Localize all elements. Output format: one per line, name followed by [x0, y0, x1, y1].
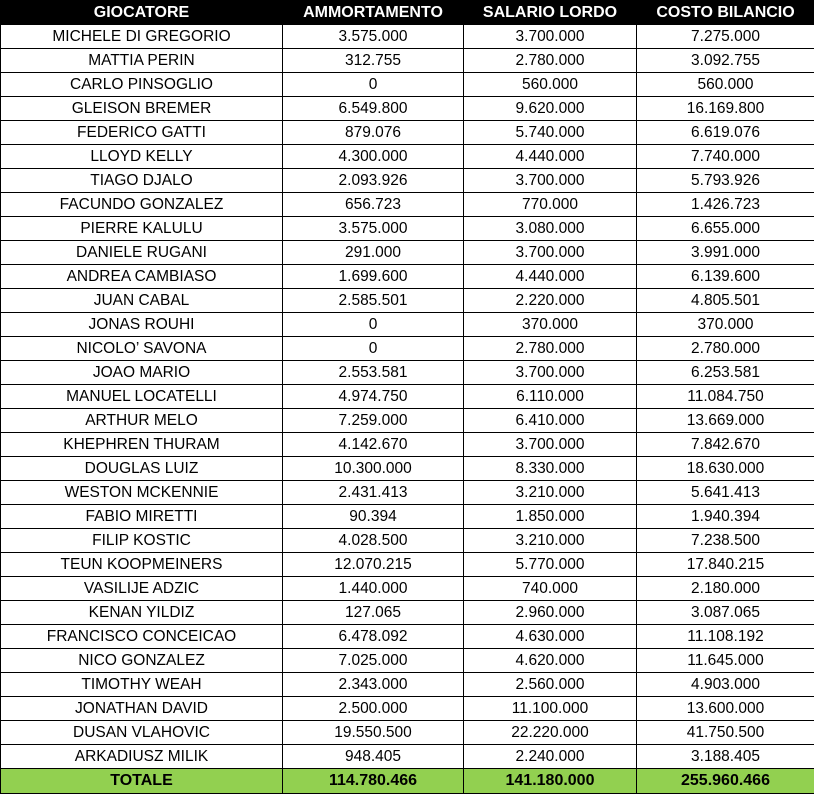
- cell-salario-lordo: 9.620.000: [464, 97, 637, 121]
- cell-giocatore: JONAS ROUHI: [1, 313, 283, 337]
- header-giocatore: GIOCATORE: [1, 1, 283, 25]
- cell-salario-lordo: 3.700.000: [464, 433, 637, 457]
- cell-salario-lordo: 3.700.000: [464, 241, 637, 265]
- cell-costo-bilancio: 5.793.926: [637, 169, 814, 193]
- cell-giocatore: FEDERICO GATTI: [1, 121, 283, 145]
- cell-costo-bilancio: 3.087.065: [637, 601, 814, 625]
- cell-ammortamento: 2.585.501: [283, 289, 464, 313]
- cell-costo-bilancio: 7.238.500: [637, 529, 814, 553]
- cell-giocatore: FACUNDO GONZALEZ: [1, 193, 283, 217]
- cell-ammortamento: 879.076: [283, 121, 464, 145]
- header-ammortamento: AMMORTAMENTO: [283, 1, 464, 25]
- cell-costo-bilancio: 2.180.000: [637, 577, 814, 601]
- cell-giocatore: TEUN KOOPMEINERS: [1, 553, 283, 577]
- cell-costo-bilancio: 16.169.800: [637, 97, 814, 121]
- cell-costo-bilancio: 560.000: [637, 73, 814, 97]
- table-row: [1, 49, 814, 73]
- table-row: [1, 169, 814, 193]
- cell-salario-lordo: 6.110.000: [464, 385, 637, 409]
- cell-giocatore: MANUEL LOCATELLI: [1, 385, 283, 409]
- cell-salario-lordo: 4.630.000: [464, 625, 637, 649]
- cell-salario-lordo: 22.220.000: [464, 721, 637, 745]
- table-row: [1, 265, 814, 289]
- table-row: [1, 625, 814, 649]
- cell-giocatore: JONATHAN DAVID: [1, 697, 283, 721]
- cell-salario-lordo: 370.000: [464, 313, 637, 337]
- table-row: [1, 337, 814, 361]
- total-label: TOTALE: [1, 769, 283, 794]
- cell-giocatore: KHEPHREN THURAM: [1, 433, 283, 457]
- cell-salario-lordo: 560.000: [464, 73, 637, 97]
- table-row: [1, 577, 814, 601]
- cell-ammortamento: 291.000: [283, 241, 464, 265]
- table-row: [1, 745, 814, 769]
- cell-giocatore: CARLO PINSOGLIO: [1, 73, 283, 97]
- header-costo-bilancio: COSTO BILANCIO: [637, 1, 814, 25]
- table-row: [1, 601, 814, 625]
- cell-costo-bilancio: 7.740.000: [637, 145, 814, 169]
- header-salario-lordo: SALARIO LORDO: [464, 1, 637, 25]
- cell-costo-bilancio: 6.139.600: [637, 265, 814, 289]
- cell-giocatore: JOAO MARIO: [1, 361, 283, 385]
- cell-ammortamento: 6.478.092: [283, 625, 464, 649]
- cell-giocatore: NICO GONZALEZ: [1, 649, 283, 673]
- cell-costo-bilancio: 4.805.501: [637, 289, 814, 313]
- cell-costo-bilancio: 7.842.670: [637, 433, 814, 457]
- cell-ammortamento: 2.431.413: [283, 481, 464, 505]
- cell-ammortamento: 4.300.000: [283, 145, 464, 169]
- cell-ammortamento: 7.025.000: [283, 649, 464, 673]
- cell-salario-lordo: 3.700.000: [464, 169, 637, 193]
- cell-costo-bilancio: 6.253.581: [637, 361, 814, 385]
- cell-salario-lordo: 3.080.000: [464, 217, 637, 241]
- cell-costo-bilancio: 11.108.192: [637, 625, 814, 649]
- cell-ammortamento: 10.300.000: [283, 457, 464, 481]
- cell-giocatore: FILIP KOSTIC: [1, 529, 283, 553]
- cell-salario-lordo: 2.780.000: [464, 337, 637, 361]
- table-row: [1, 481, 814, 505]
- cell-salario-lordo: 3.210.000: [464, 481, 637, 505]
- cell-giocatore: WESTON MCKENNIE: [1, 481, 283, 505]
- cell-giocatore: FRANCISCO CONCEICAO: [1, 625, 283, 649]
- table-row: [1, 241, 814, 265]
- cell-ammortamento: 2.343.000: [283, 673, 464, 697]
- cell-costo-bilancio: 17.840.215: [637, 553, 814, 577]
- cell-giocatore: VASILIJE ADZIC: [1, 577, 283, 601]
- cell-ammortamento: 0: [283, 73, 464, 97]
- cell-costo-bilancio: 3.188.405: [637, 745, 814, 769]
- total-costo-bilancio: 255.960.466: [637, 769, 814, 794]
- cell-costo-bilancio: 7.275.000: [637, 25, 814, 49]
- cell-giocatore: KENAN YILDIZ: [1, 601, 283, 625]
- cell-costo-bilancio: 11.645.000: [637, 649, 814, 673]
- table-row: [1, 697, 814, 721]
- table-row: [1, 409, 814, 433]
- cell-giocatore: TIMOTHY WEAH: [1, 673, 283, 697]
- cell-salario-lordo: 6.410.000: [464, 409, 637, 433]
- cell-ammortamento: 4.974.750: [283, 385, 464, 409]
- cell-giocatore: DUSAN VLAHOVIC: [1, 721, 283, 745]
- cell-salario-lordo: 8.330.000: [464, 457, 637, 481]
- cell-ammortamento: 1.699.600: [283, 265, 464, 289]
- table-row: [1, 673, 814, 697]
- cell-ammortamento: 2.093.926: [283, 169, 464, 193]
- cell-salario-lordo: 740.000: [464, 577, 637, 601]
- cell-salario-lordo: 3.210.000: [464, 529, 637, 553]
- cell-salario-lordo: 11.100.000: [464, 697, 637, 721]
- cell-giocatore: MICHELE DI GREGORIO: [1, 25, 283, 49]
- cell-ammortamento: 4.142.670: [283, 433, 464, 457]
- cell-giocatore: PIERRE KALULU: [1, 217, 283, 241]
- cell-costo-bilancio: 13.600.000: [637, 697, 814, 721]
- table-row: [1, 385, 814, 409]
- table-row: [1, 313, 814, 337]
- cell-salario-lordo: 1.850.000: [464, 505, 637, 529]
- cell-ammortamento: 3.575.000: [283, 217, 464, 241]
- cell-salario-lordo: 2.780.000: [464, 49, 637, 73]
- cell-ammortamento: 656.723: [283, 193, 464, 217]
- cell-ammortamento: 90.394: [283, 505, 464, 529]
- cell-costo-bilancio: 370.000: [637, 313, 814, 337]
- cell-costo-bilancio: 13.669.000: [637, 409, 814, 433]
- cell-ammortamento: 0: [283, 337, 464, 361]
- cell-giocatore: MATTIA PERIN: [1, 49, 283, 73]
- cell-ammortamento: 3.575.000: [283, 25, 464, 49]
- table-body: [1, 25, 814, 769]
- table-row: [1, 217, 814, 241]
- cell-costo-bilancio: 1.426.723: [637, 193, 814, 217]
- total-ammortamento: 114.780.466: [283, 769, 464, 794]
- cell-giocatore: NICOLO’ SAVONA: [1, 337, 283, 361]
- cell-ammortamento: 6.549.800: [283, 97, 464, 121]
- cell-giocatore: DANIELE RUGANI: [1, 241, 283, 265]
- cell-ammortamento: 2.500.000: [283, 697, 464, 721]
- table-row: [1, 289, 814, 313]
- cell-salario-lordo: 4.440.000: [464, 265, 637, 289]
- cell-ammortamento: 127.065: [283, 601, 464, 625]
- cell-giocatore: FABIO MIRETTI: [1, 505, 283, 529]
- cell-salario-lordo: 2.960.000: [464, 601, 637, 625]
- cell-costo-bilancio: 6.619.076: [637, 121, 814, 145]
- cell-salario-lordo: 2.220.000: [464, 289, 637, 313]
- cell-ammortamento: 1.440.000: [283, 577, 464, 601]
- cell-ammortamento: 4.028.500: [283, 529, 464, 553]
- cell-salario-lordo: 3.700.000: [464, 361, 637, 385]
- table-row: [1, 433, 814, 457]
- cell-giocatore: JUAN CABAL: [1, 289, 283, 313]
- cell-giocatore: LLOYD KELLY: [1, 145, 283, 169]
- table-row: [1, 193, 814, 217]
- table-row: [1, 505, 814, 529]
- cell-giocatore: GLEISON BREMER: [1, 97, 283, 121]
- cell-costo-bilancio: 2.780.000: [637, 337, 814, 361]
- table-row: [1, 361, 814, 385]
- cell-costo-bilancio: 4.903.000: [637, 673, 814, 697]
- total-salario-lordo: 141.180.000: [464, 769, 637, 794]
- table-row: [1, 121, 814, 145]
- cell-salario-lordo: 4.620.000: [464, 649, 637, 673]
- table-row: [1, 529, 814, 553]
- cell-costo-bilancio: 3.092.755: [637, 49, 814, 73]
- cell-salario-lordo: 3.700.000: [464, 25, 637, 49]
- cell-ammortamento: 12.070.215: [283, 553, 464, 577]
- cell-costo-bilancio: 5.641.413: [637, 481, 814, 505]
- cell-giocatore: ANDREA CAMBIASO: [1, 265, 283, 289]
- cell-costo-bilancio: 41.750.500: [637, 721, 814, 745]
- table-row: [1, 25, 814, 49]
- table-row: [1, 553, 814, 577]
- table-row: [1, 457, 814, 481]
- cell-ammortamento: 312.755: [283, 49, 464, 73]
- table-row: [1, 97, 814, 121]
- cell-giocatore: ARTHUR MELO: [1, 409, 283, 433]
- cell-giocatore: TIAGO DJALO: [1, 169, 283, 193]
- cell-ammortamento: 7.259.000: [283, 409, 464, 433]
- cell-salario-lordo: 770.000: [464, 193, 637, 217]
- cell-salario-lordo: 4.440.000: [464, 145, 637, 169]
- header-row: [1, 1, 814, 25]
- cell-costo-bilancio: 11.084.750: [637, 385, 814, 409]
- cell-ammortamento: 0: [283, 313, 464, 337]
- cell-salario-lordo: 2.240.000: [464, 745, 637, 769]
- cell-costo-bilancio: 1.940.394: [637, 505, 814, 529]
- cell-salario-lordo: 5.770.000: [464, 553, 637, 577]
- table-row: [1, 649, 814, 673]
- cell-ammortamento: 2.553.581: [283, 361, 464, 385]
- cell-giocatore: DOUGLAS LUIZ: [1, 457, 283, 481]
- cell-costo-bilancio: 6.655.000: [637, 217, 814, 241]
- cell-salario-lordo: 5.740.000: [464, 121, 637, 145]
- cell-salario-lordo: 2.560.000: [464, 673, 637, 697]
- cell-costo-bilancio: 3.991.000: [637, 241, 814, 265]
- total-row: [1, 769, 814, 794]
- table-row: [1, 73, 814, 97]
- cell-costo-bilancio: 18.630.000: [637, 457, 814, 481]
- table-row: [1, 721, 814, 745]
- cell-ammortamento: 948.405: [283, 745, 464, 769]
- table-row: [1, 145, 814, 169]
- cell-ammortamento: 19.550.500: [283, 721, 464, 745]
- cell-giocatore: ARKADIUSZ MILIK: [1, 745, 283, 769]
